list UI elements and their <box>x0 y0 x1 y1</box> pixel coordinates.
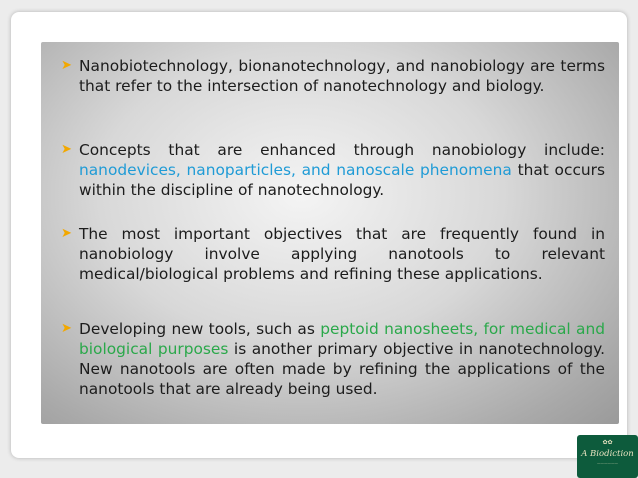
bullet-text <box>79 56 605 96</box>
arrow-bullet-icon: ➤ <box>61 58 72 73</box>
bullet-segment: is another primary objective in nanotechnology. New nanotools are often made by refining the applications of the nanotools that are already being used. <box>79 340 605 398</box>
slide-frame <box>11 12 627 458</box>
logo-tagline-mark: —————— <box>597 461 618 465</box>
logo-wordmark: A Biodiction <box>581 449 634 459</box>
arrow-bullet-icon: ➤ <box>61 321 72 336</box>
bullet-text <box>79 140 605 200</box>
highlight-blue-text: nanodevices, nanoparticles, and nanoscale phenomena <box>79 161 512 179</box>
content-panel <box>41 42 619 424</box>
arrow-bullet-icon: ➤ <box>61 226 72 241</box>
bullet-text <box>79 319 605 399</box>
leaf-icon: ✿✿ <box>602 439 613 446</box>
bullet-text <box>79 224 605 284</box>
arrow-bullet-icon: ➤ <box>61 142 72 157</box>
bullet-segment: The most important objectives that are frequently found in nanobiology involve applying nanotools to relevant medical/biological problems and refining these applications. <box>79 225 605 283</box>
bullet-segment: Nanobiotechnology, bionanotechnology, and nanobiology are terms that refer to the intersection of nanotechnology and biology. <box>79 57 605 95</box>
brand-logo <box>577 435 638 478</box>
bullet-segment: Concepts that are enhanced through nanobiology include: <box>79 141 605 159</box>
bullet-segment: that occurs within the discipline of nanotechnology. <box>79 161 606 199</box>
bullet-segment: Developing new tools, such as <box>79 320 321 338</box>
highlight-green-text: peptoid nanosheets, for medical and biological purposes <box>79 320 605 358</box>
